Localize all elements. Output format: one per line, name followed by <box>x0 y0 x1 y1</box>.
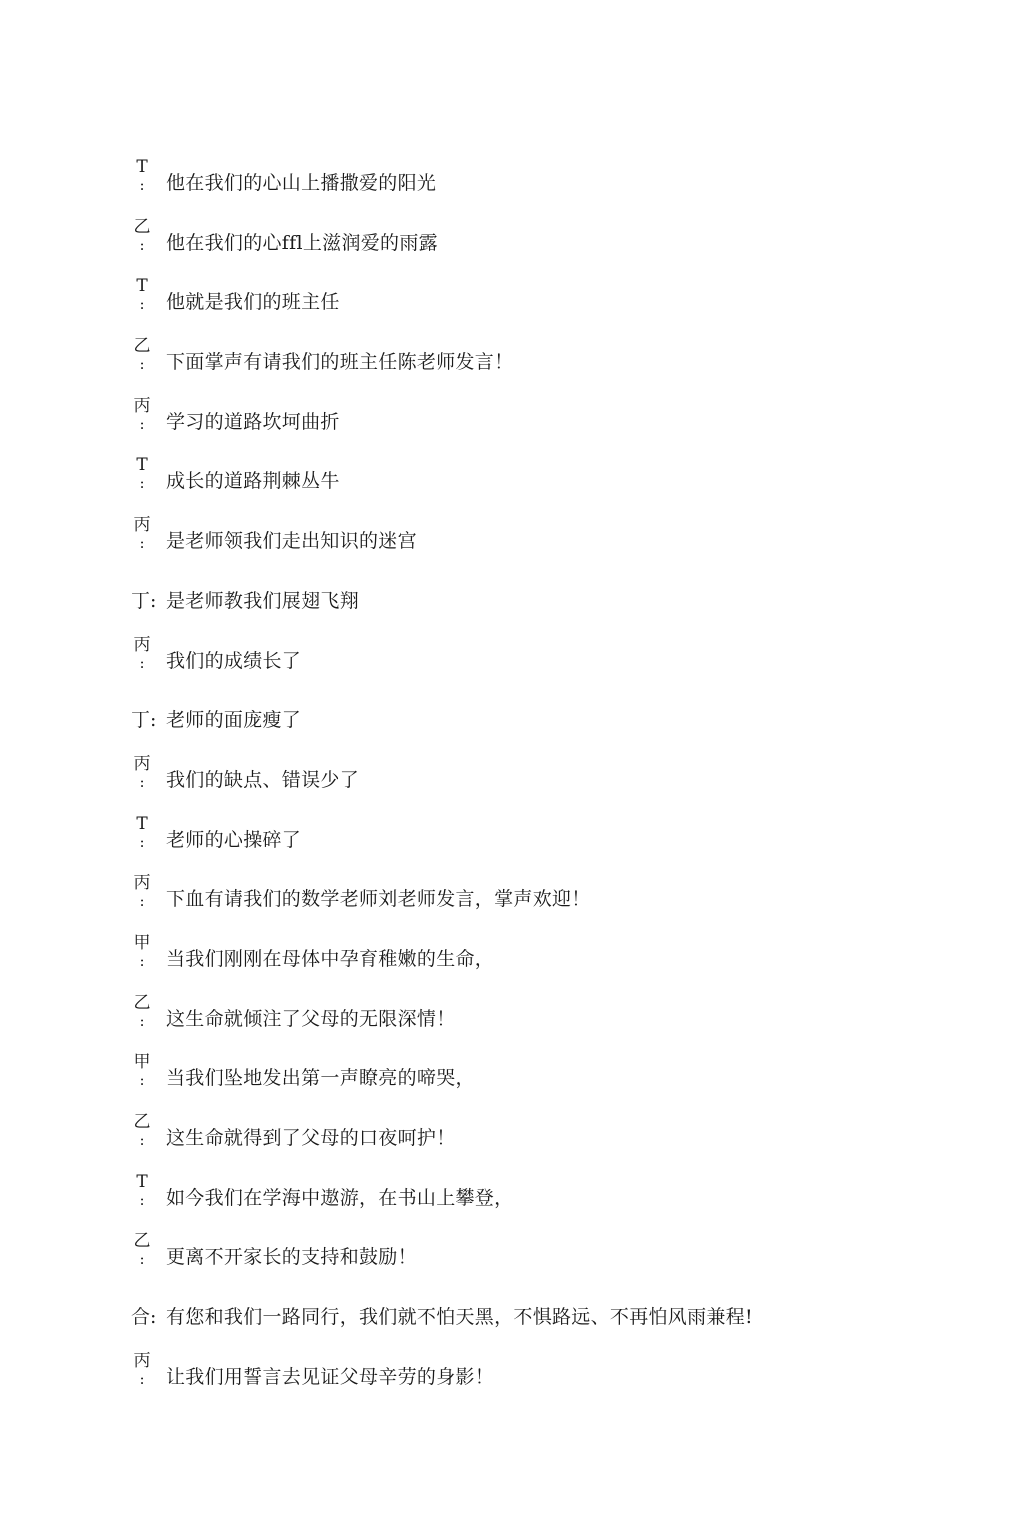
dialogue-text: 这生命就倾注了父母的无限深情！ <box>166 1007 456 1030</box>
dialogue-text: 有您和我们一路同行，我们就不怕天黑，不惧路远、不再怕风雨兼程! <box>166 1306 753 1329</box>
dialogue-line <box>131 872 991 932</box>
dialogue-line <box>131 1111 991 1171</box>
dialogue-line <box>131 634 991 694</box>
dialogue-text: 这生命就得到了父母的口夜呵护！ <box>166 1127 456 1149</box>
speaker-label: 合: <box>131 1306 157 1329</box>
speaker-label: 乙 : <box>133 336 151 374</box>
dialogue-text: 是老师教我们展翅飞翔 <box>166 589 360 612</box>
dialogue-text: 他在我们的心山上播撒爱的阳光 <box>166 172 437 194</box>
dialogue-text: 他在我们的心ffl上滋润爱的雨露 <box>166 231 438 254</box>
speaker-label: 丁: <box>131 589 157 612</box>
dialogue-text: 下血有请我们的数学老师刘老师发言，掌声欢迎！ <box>166 888 591 911</box>
dialogue-text: 我们的成绩长了 <box>166 649 302 672</box>
speaker-label: 乙 : <box>133 1231 151 1269</box>
dialogue-text: 让我们用誓言去见证父母辛劳的身影！ <box>166 1365 495 1388</box>
speaker-label: 甲 : <box>133 932 151 970</box>
dialogue-script <box>131 156 991 1409</box>
dialogue-line <box>131 216 991 276</box>
dialogue-text: 更离不开家长的支持和鼓励！ <box>166 1246 417 1269</box>
speaker-label: T : <box>136 455 148 493</box>
dialogue-line <box>131 1230 991 1290</box>
speaker-label: 丙 : <box>133 873 151 911</box>
speaker-label: 丙 : <box>133 515 151 553</box>
dialogue-text: 当我们坠地发出第一声瞭亮的啼哭， <box>166 1067 475 1090</box>
speaker-label: T : <box>136 813 148 851</box>
speaker-label: T : <box>136 276 148 314</box>
speaker-label: 丙 : <box>133 753 151 791</box>
dialogue-line <box>131 454 991 514</box>
speaker-label: 丙 : <box>133 395 151 433</box>
dialogue-line <box>131 514 991 574</box>
dialogue-text: 是老师领我们走出知识的迷宫 <box>166 530 417 553</box>
dialogue-text: 我们的缺点、错误少了 <box>166 768 360 791</box>
dialogue-line <box>131 335 991 395</box>
dialogue-line <box>131 1350 991 1410</box>
dialogue-line <box>131 693 991 753</box>
dialogue-text: 老师的面庞瘦了 <box>166 709 302 732</box>
speaker-label: T : <box>136 157 148 194</box>
dialogue-text: 成长的道路荆棘丛牛 <box>166 470 340 493</box>
speaker-label: 甲 : <box>133 1052 151 1090</box>
dialogue-text: 老师的心操碎了 <box>166 828 302 851</box>
dialogue-text: 他就是我们的班主任 <box>166 291 340 314</box>
dialogue-line <box>131 1290 991 1350</box>
dialogue-line <box>131 753 991 813</box>
dialogue-line <box>131 1171 991 1231</box>
dialogue-line <box>131 574 991 634</box>
dialogue-text: 学习的道路坎坷曲折 <box>166 410 340 433</box>
dialogue-line <box>131 1051 991 1111</box>
dialogue-text: 下面掌声有请我们的班主任陈老师发言！ <box>166 351 514 374</box>
speaker-label: 丙 : <box>133 634 151 672</box>
speaker-label: 乙 : <box>133 216 151 254</box>
speaker-label: T : <box>136 1171 148 1209</box>
speaker-label: 乙 : <box>133 1112 151 1149</box>
dialogue-line <box>131 932 991 992</box>
dialogue-text: 当我们刚刚在母体中孕育稚嫩的生命， <box>166 947 495 970</box>
speaker-label: 丙 : <box>133 1350 151 1388</box>
speaker-label: 丁: <box>131 709 157 732</box>
dialogue-line <box>131 395 991 455</box>
dialogue-line <box>131 156 991 216</box>
dialogue-line <box>131 275 991 335</box>
dialogue-text: 如今我们在学海中遨游，在书山上攀登， <box>166 1186 514 1209</box>
speaker-label: 乙 : <box>133 992 151 1030</box>
dialogue-line <box>131 813 991 873</box>
dialogue-line <box>131 992 991 1052</box>
